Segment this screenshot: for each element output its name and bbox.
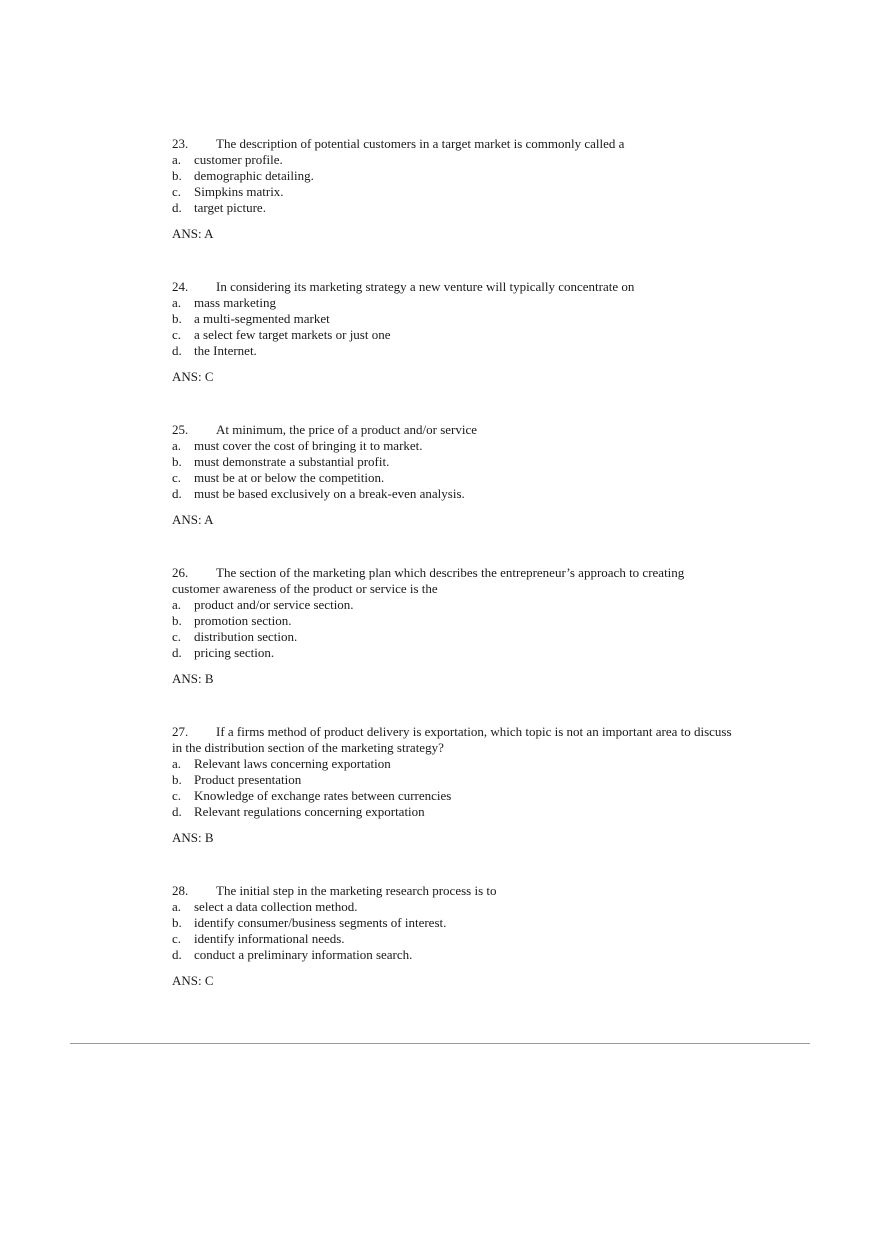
option-item	[172, 327, 732, 343]
option-text: product and/or service section.	[194, 597, 354, 612]
question-stem	[172, 565, 732, 597]
question-item	[172, 279, 732, 385]
answer-key: ANS: C	[172, 369, 214, 384]
option-letter: b.	[172, 772, 182, 787]
option-list	[172, 152, 732, 216]
question-stem	[172, 883, 732, 899]
option-list	[172, 295, 732, 359]
option-letter: b.	[172, 613, 182, 628]
option-letter: d.	[172, 804, 182, 819]
question-item	[172, 136, 732, 242]
option-text: mass marketing	[194, 295, 276, 310]
option-list	[172, 438, 732, 502]
question-number: 27.	[172, 724, 189, 739]
option-item	[172, 899, 732, 915]
option-item	[172, 931, 732, 947]
option-letter: a.	[172, 152, 182, 167]
option-letter: c.	[172, 470, 182, 485]
question-number: 26.	[172, 565, 189, 580]
option-list	[172, 597, 732, 661]
option-item	[172, 804, 732, 820]
option-letter: a.	[172, 597, 182, 612]
question-number: 28.	[172, 883, 189, 898]
answer-key: ANS: B	[172, 830, 214, 845]
option-item	[172, 772, 732, 788]
question-number: 23.	[172, 136, 189, 151]
option-letter: b.	[172, 915, 182, 930]
option-letter: c.	[172, 629, 182, 644]
option-text: must demonstrate a substantial profit.	[194, 454, 390, 469]
question-item	[172, 724, 732, 846]
question-number: 25.	[172, 422, 189, 437]
option-text: Product presentation	[194, 772, 302, 787]
question-text: If a firms method of product delivery is exportation, which topic is not an important area to discuss in the distribution section of the marketing strategy?	[172, 724, 732, 755]
option-text: the Internet.	[194, 343, 257, 358]
option-letter: a.	[172, 899, 182, 914]
option-list	[172, 899, 732, 963]
question-text: The initial step in the marketing research process is to	[216, 883, 497, 898]
option-text: target picture.	[194, 200, 266, 215]
option-item	[172, 597, 732, 613]
option-letter: b.	[172, 168, 182, 183]
option-letter: c.	[172, 327, 182, 342]
option-letter: c.	[172, 184, 182, 199]
question-stem	[172, 724, 732, 756]
option-item	[172, 756, 732, 772]
option-text: a multi-segmented market	[194, 311, 330, 326]
answer-key: ANS: B	[172, 671, 214, 686]
option-letter: d.	[172, 645, 182, 660]
option-letter: b.	[172, 311, 182, 326]
option-letter: d.	[172, 200, 182, 215]
option-text: demographic detailing.	[194, 168, 314, 183]
answer-key: ANS: C	[172, 973, 214, 988]
option-letter: b.	[172, 454, 182, 469]
question-stem	[172, 422, 732, 438]
option-text: Simpkins matrix.	[194, 184, 284, 199]
option-item	[172, 454, 732, 470]
option-text: must be at or below the competition.	[194, 470, 385, 485]
option-text: Relevant laws concerning exportation	[194, 756, 391, 771]
option-letter: a.	[172, 295, 182, 310]
option-item	[172, 645, 732, 661]
option-item	[172, 152, 732, 168]
option-text: must cover the cost of bringing it to market.	[194, 438, 423, 453]
option-item	[172, 343, 732, 359]
footer-divider	[70, 1043, 810, 1044]
question-text: At minimum, the price of a product and/or service	[216, 422, 478, 437]
option-text: distribution section.	[194, 629, 298, 644]
option-text: must be based exclusively on a break-even analysis.	[194, 486, 465, 501]
answer-key: ANS: A	[172, 226, 214, 241]
option-item	[172, 947, 732, 963]
option-item	[172, 184, 732, 200]
question-text: In considering its marketing strategy a new venture will typically concentrate on	[216, 279, 635, 294]
option-item	[172, 311, 732, 327]
option-item	[172, 200, 732, 216]
option-item	[172, 295, 732, 311]
option-list	[172, 756, 732, 820]
option-text: customer profile.	[194, 152, 283, 167]
question-stem	[172, 136, 732, 152]
option-letter: c.	[172, 931, 182, 946]
option-text: a select few target markets or just one	[194, 327, 391, 342]
option-letter: d.	[172, 343, 182, 358]
option-letter: d.	[172, 486, 182, 501]
question-item	[172, 883, 732, 989]
option-text: select a data collection method.	[194, 899, 358, 914]
option-item	[172, 486, 732, 502]
question-number: 24.	[172, 279, 189, 294]
option-item	[172, 438, 732, 454]
option-item	[172, 629, 732, 645]
option-text: Relevant regulations concerning exportation	[194, 804, 425, 819]
question-item	[172, 565, 732, 687]
option-text: Knowledge of exchange rates between currencies	[194, 788, 452, 803]
question-stem	[172, 279, 732, 295]
option-letter: c.	[172, 788, 182, 803]
option-text: identify informational needs.	[194, 931, 345, 946]
option-item	[172, 915, 732, 931]
option-text: promotion section.	[194, 613, 292, 628]
option-letter: a.	[172, 756, 182, 771]
option-item	[172, 788, 732, 804]
option-item	[172, 613, 732, 629]
option-item	[172, 168, 732, 184]
option-letter: d.	[172, 947, 182, 962]
question-item	[172, 422, 732, 528]
question-list	[172, 136, 732, 1026]
option-text: pricing section.	[194, 645, 275, 660]
option-item	[172, 470, 732, 486]
answer-key: ANS: A	[172, 512, 214, 527]
option-text: conduct a preliminary information search.	[194, 947, 413, 962]
question-text: The description of potential customers in a target market is commonly called a	[216, 136, 625, 151]
question-text: The section of the marketing plan which describes the entrepreneur’s approach to creating customer awareness of the product or service is the	[172, 565, 685, 596]
option-text: identify consumer/business segments of interest.	[194, 915, 447, 930]
option-letter: a.	[172, 438, 182, 453]
